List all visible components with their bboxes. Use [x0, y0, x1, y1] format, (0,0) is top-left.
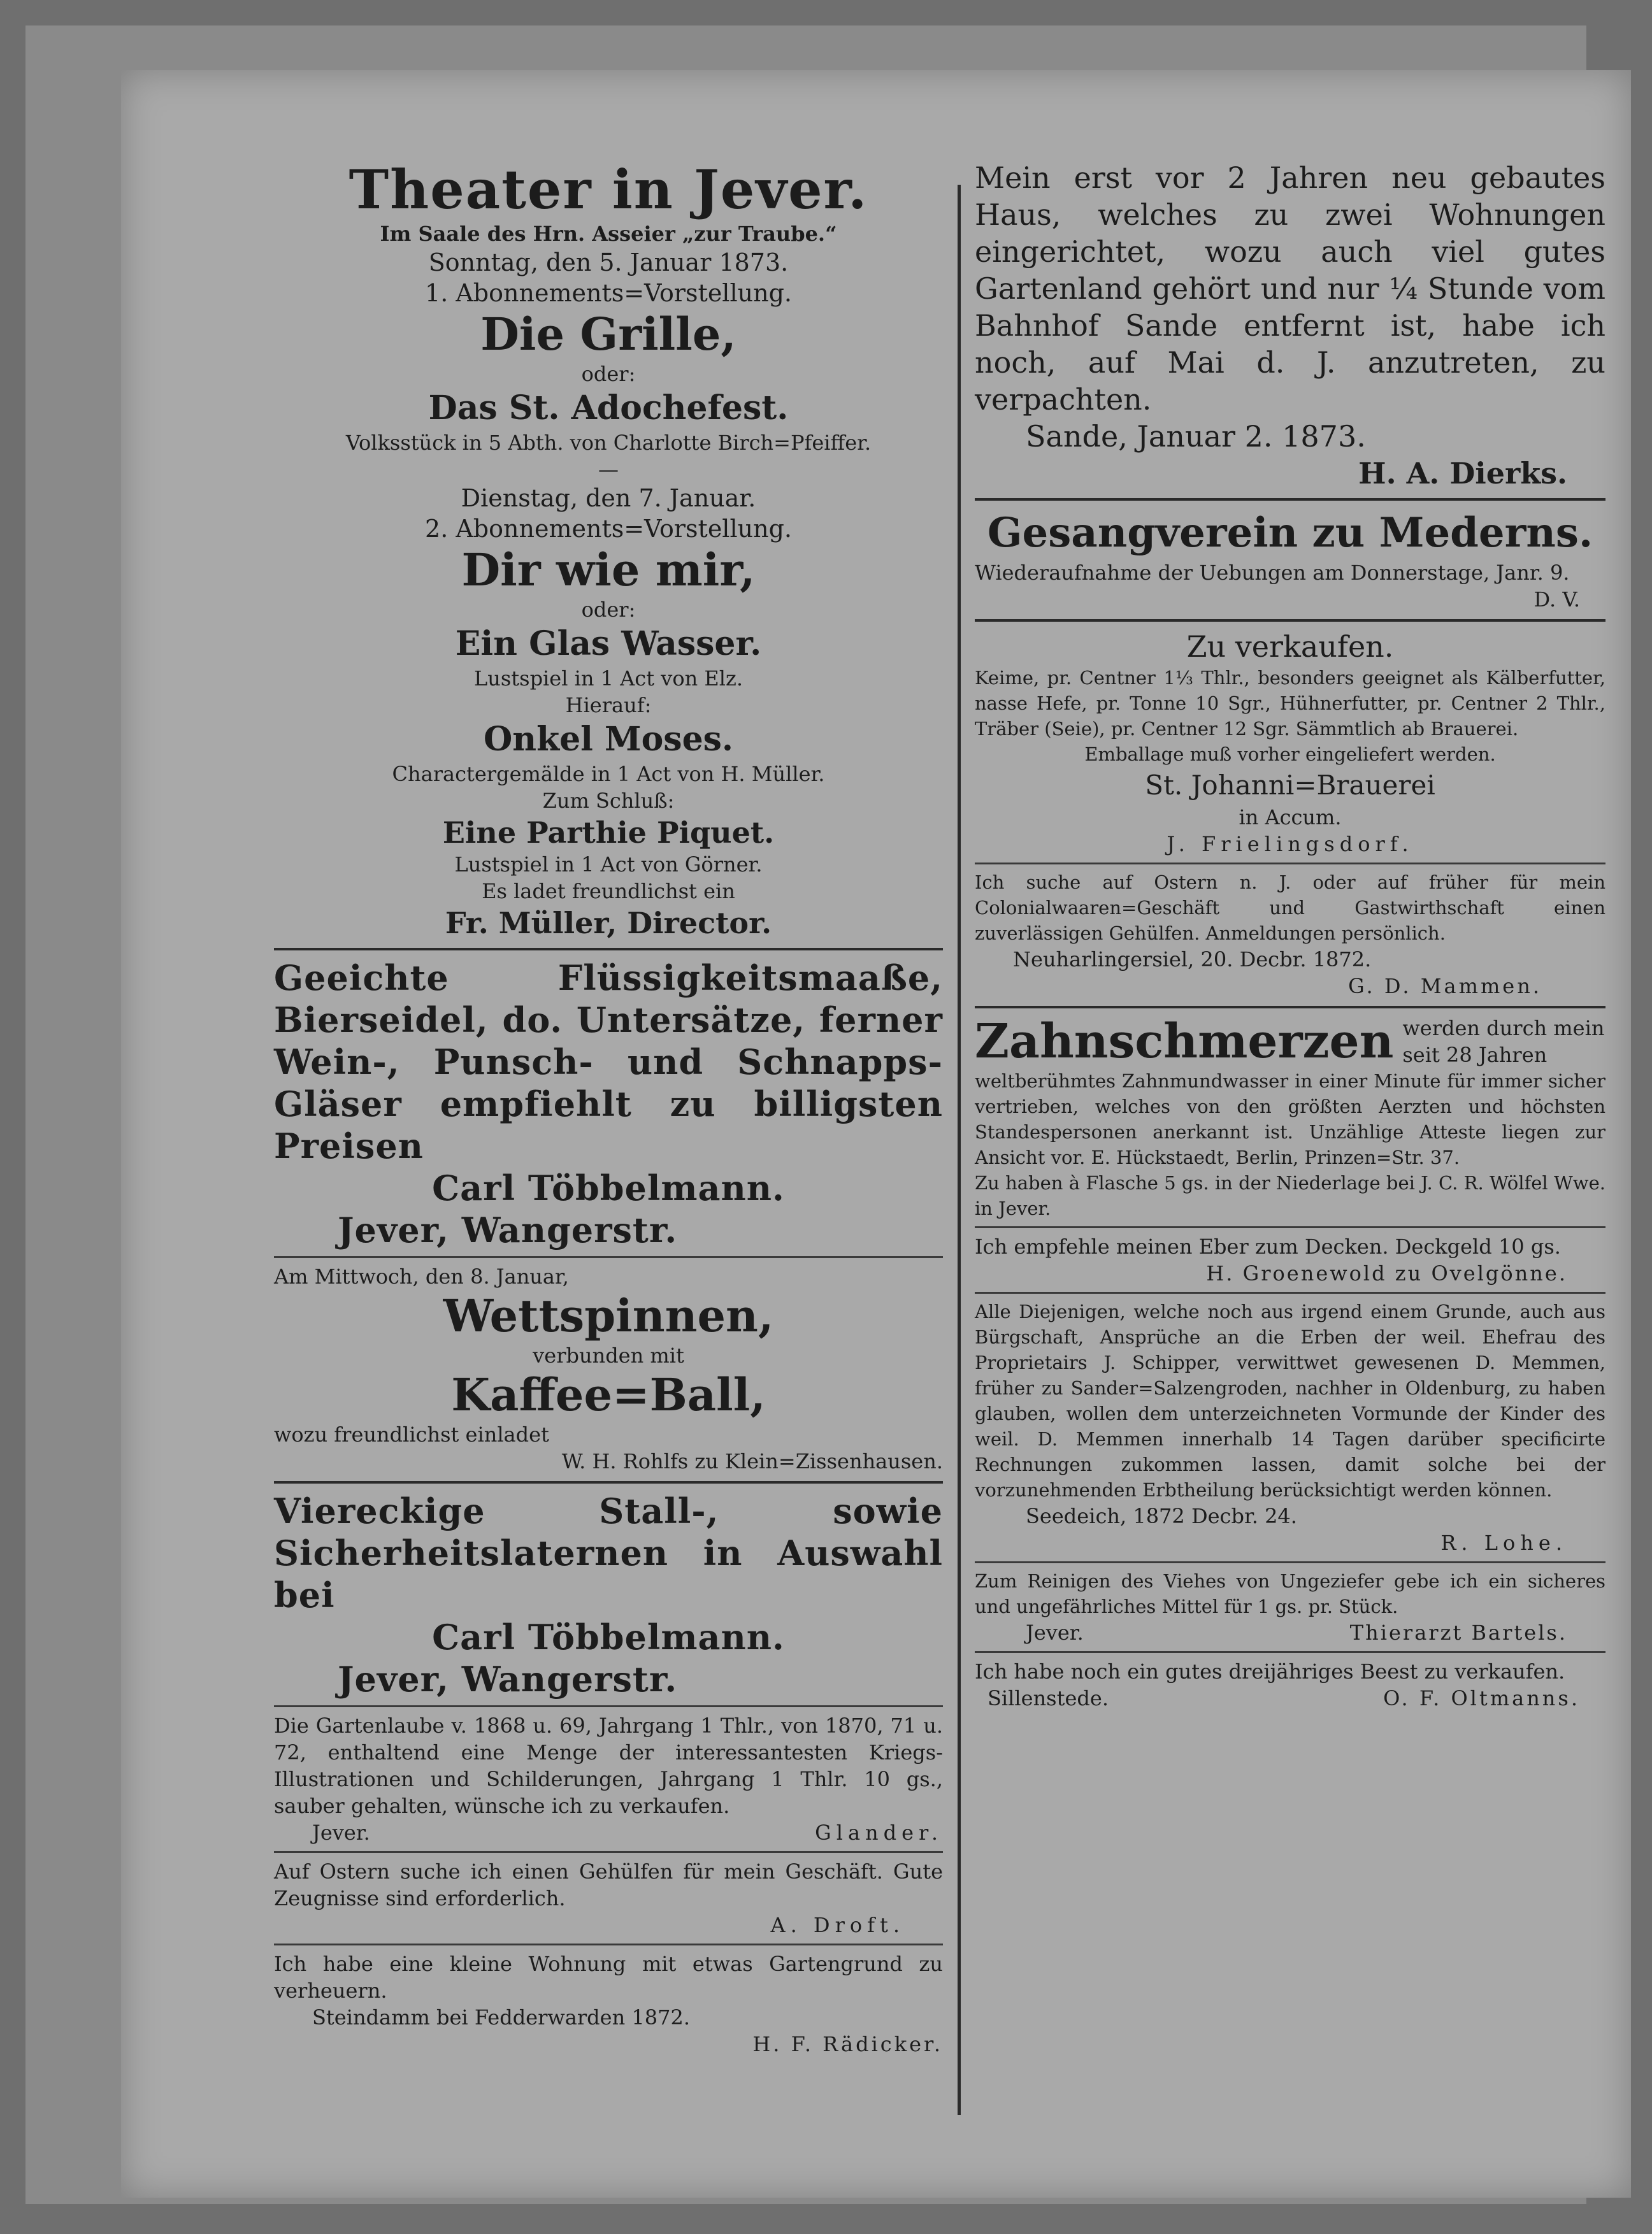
ad-place: Jever, Wangerstr. — [338, 1210, 678, 1250]
zum-schluss-label: Zum Schluß: — [542, 789, 675, 813]
ad-gesangverein — [975, 507, 1605, 613]
rule — [274, 1851, 943, 1853]
play-3-title: Onkel Moses. — [483, 720, 734, 759]
ad-title: Wettspinnen, — [443, 1289, 774, 1342]
ad-signature: D. V. — [1533, 587, 1580, 612]
ad-text: Geeichte Flüssigkeitsmaaße, Bierseidel, do. Untersätze, ferner Wein-, Punsch- und Schnapps-Gläser empfiehlt zu billigsten Preisen — [274, 957, 943, 1166]
play-1-oder: oder: — [581, 362, 636, 386]
ad-title: Zu verkaufen. — [1186, 629, 1394, 664]
ad-place: Jever, Wangerstr. — [338, 1659, 678, 1700]
ad-oltmanns — [975, 1658, 1605, 1712]
invite-line: Es ladet freundlichst ein — [482, 879, 735, 903]
ad-text: Zum Reinigen des Viehes von Ungeziefer gebe ich ein sicheres und ungefährliches Mittel für 1 gs. pr. Stück. — [975, 1570, 1605, 1617]
ad-date: Am Mittwoch, den 8. Januar, — [274, 1264, 569, 1289]
ad-text: Ich habe eine kleine Wohnung mit etwas Gartengrund zu verheuern. — [274, 1952, 943, 2003]
play-3-info: Charactergemälde in 1 Act von H. Müller. — [392, 762, 825, 786]
ad-title: Zahnschmerzen — [975, 1014, 1394, 1069]
ad-text: Wiederaufnahme der Uebungen am Donnerstage, Janr. 9. — [975, 561, 1570, 585]
ad-signature: J. Frielingsdorf. — [1167, 832, 1414, 856]
ad-title: Gesangverein zu Mederns. — [987, 509, 1593, 557]
play-4-info: Lustspiel in 1 Act von Görner. — [454, 852, 763, 877]
play-1-info: Volksstück in 5 Abth. von Charlotte Birch=Pfeiffer. — [345, 431, 872, 455]
ad-text: Keime, pr. Centner 1⅓ Thlr., besonders geeignet als Kälberfutter, nasse Hefe, pr. Tonne 10 Sgr., Hühnerfutter, pr. Centner 2 Thlr., Träber (Seie), pr. Centner 12 Sgr. Sämmtlich ab Brauerei. — [975, 667, 1605, 740]
ad-signature: R. Lohe. — [1440, 1531, 1567, 1555]
ad-signature: A. Droft. — [770, 1913, 905, 1937]
left-column — [274, 159, 943, 2058]
theater-title: Theater in Jever. — [348, 158, 868, 221]
play-2-info: Lustspiel in 1 Act von Elz. — [474, 666, 743, 691]
rule — [975, 1651, 1605, 1653]
rule — [975, 863, 1605, 864]
play-1-subtitle: Das St. Adochefest. — [428, 389, 789, 427]
ad-line: wozu freundlichst einladet — [274, 1422, 549, 1447]
ad-text: Viereckige Stall-, sowie Sicherheitslaternen in Auswahl bei — [274, 1491, 943, 1615]
ad-groenewold — [975, 1233, 1605, 1287]
ad-text: Ich habe noch ein gutes dreijähriges Beest zu verkaufen. — [975, 1659, 1565, 1684]
ad-place: Jever. — [1026, 1621, 1084, 1645]
ad-wettspinnen — [274, 1263, 943, 1475]
rule — [975, 498, 1605, 501]
rule — [975, 1006, 1605, 1008]
theater-date-2: Dienstag, den 7. Januar. — [461, 484, 756, 512]
theater-abo-1: 1. Abonnements=Vorstellung. — [425, 279, 792, 307]
ad-raedicker — [274, 1951, 943, 2058]
ad-signature: Thierarzt Bartels. — [1349, 1621, 1567, 1645]
rule — [975, 1561, 1605, 1563]
ad-text: Ich suche auf Ostern n. J. oder auf früher für mein Colonialwaaren=Geschäft und Gastwirthschaft einen zuverlässigen Gehülfen. Anmeldungen persönlich. — [975, 871, 1605, 944]
ad-signature: H. Groenewold zu Ovelgönne. — [1206, 1261, 1567, 1285]
ad-note: Emballage muß vorher eingeliefert werden. — [1084, 743, 1496, 765]
ad-gartenlaube — [274, 1712, 943, 1846]
ad-lohe — [975, 1299, 1605, 1556]
ad-place: Steindamm bei Fedderwarden 1872. — [312, 2005, 690, 2030]
play-1-title: Die Grille, — [480, 308, 736, 361]
ad-toebelmann-1 — [274, 957, 943, 1251]
ad-title-2: Kaffee=Ball, — [451, 1368, 766, 1421]
ad-place: Sande, Januar 2. 1873. — [1026, 419, 1366, 454]
ad-dierks — [975, 159, 1605, 492]
ad-signature: W. H. Rohlfs zu Klein=Zissenhausen. — [561, 1449, 943, 1473]
ad-text: Ich empfehle meinen Eber zum Decken. Deckgeld 10 gs. — [975, 1235, 1561, 1259]
theater-date-1: Sonntag, den 5. Januar 1873. — [428, 248, 789, 276]
ad-droft — [274, 1858, 943, 1938]
rule — [975, 619, 1605, 622]
ad-place: Jever. — [312, 1821, 370, 1845]
ad-name: St. Johanni=Brauerei — [1145, 770, 1435, 801]
ad-toebelmann-2 — [274, 1490, 943, 1700]
ad-signature: H. F. Rädicker. — [752, 2032, 943, 2056]
right-column — [975, 159, 1605, 1712]
ad-bartels — [975, 1568, 1605, 1646]
ad-brauerei — [975, 628, 1605, 857]
rule — [274, 1481, 943, 1484]
theater-ad — [274, 159, 943, 942]
ad-text-2: Zu haben à Flasche 5 gs. in der Niederlage bei J. C. R. Wölfel Wwe. in Jever. — [975, 1172, 1605, 1219]
ad-signature: O. F. Oltmanns. — [1383, 1686, 1580, 1710]
theater-venue: Im Saale des Hrn. Asseier „zur Traube.“ — [380, 222, 837, 246]
ad-place: in Accum. — [1239, 805, 1342, 829]
rule — [274, 1256, 943, 1258]
ad-zahnschmerzen — [975, 1015, 1605, 1221]
ad-signature: Glander. — [815, 1821, 943, 1845]
ad-place: Neuharlingersiel, 20. Decbr. 1872. — [1013, 947, 1372, 971]
play-2-title: Dir wie mir, — [461, 543, 756, 596]
ad-text: Mein erst vor 2 Jahren neu gebautes Haus, welches zu zwei Wohnungen eingerichtet, wozu auch viel gutes Gartenland gehört und nur ¼ Stunde vom Bahnhof Sande entfernt ist, habe ich noch, auf Mai d. J. anzutreten, zu verpachten. — [975, 161, 1605, 417]
ad-place: Sillenstede. — [988, 1686, 1109, 1710]
rule — [274, 948, 943, 950]
ad-text: Alle Diejenigen, welche noch aus irgend einem Grunde, auch aus Bürgschaft, Ansprüche an die Erben der weil. Ehefrau des Proprietairs J. Schipper, verwittwet gewesenen D. Memmen, früher zu Sander=Salzengroden, nachher in Oldenburg, zu haben glauben, wollen dem unterzeichneten Vormunde der Kinder des weil. D. Memmen innerhalb 14 Tagen darüber specificirte Rechnungen zukommen lassen, damit solche bei der vorzunehmenden Erbtheilung berücksichtigt werden können. — [975, 1301, 1605, 1501]
ad-signature: H. A. Dierks. — [1358, 456, 1567, 490]
ad-text: weltberühmtes Zahnmundwasser in einer Minute für immer sicher vertrieben, welches von den größten Aerzten und höchsten Standespersonen anerkannt ist. Unzählige Atteste liegen zur Ansicht vor. E. Hückstaedt, Berlin, Prinzen=Str. 37. — [975, 1070, 1605, 1168]
separator-dash: — — [598, 457, 619, 482]
ad-side-text: werden durch mein seit 28 Jahren — [1402, 1016, 1605, 1067]
ad-mammen — [975, 870, 1605, 999]
hierauf-label: Hierauf: — [565, 693, 652, 717]
ad-name: Carl Többelmann. — [432, 1617, 785, 1658]
rule — [975, 1226, 1605, 1228]
play-4-title: Eine Parthie Piquet. — [442, 815, 775, 850]
ad-text: Auf Ostern suche ich einen Gehülfen für mein Geschäft. Gute Zeugnisse sind erforderlich. — [274, 1859, 943, 1910]
ad-name: Carl Többelmann. — [432, 1168, 785, 1208]
rule — [274, 1944, 943, 1945]
theater-abo-2: 2. Abonnements=Vorstellung. — [425, 515, 792, 543]
ad-line: verbunden mit — [533, 1343, 684, 1368]
ad-signature: G. D. Mammen. — [1348, 974, 1542, 998]
director-signature: Fr. Müller, Director. — [445, 906, 772, 940]
rule — [274, 1705, 943, 1707]
ad-place: Seedeich, 1872 Decbr. 24. — [1026, 1504, 1297, 1528]
column-divider — [958, 185, 961, 2115]
play-2-oder: oder: — [581, 598, 636, 622]
rule — [975, 1292, 1605, 1294]
ad-text: Die Gartenlaube v. 1868 u. 69, Jahrgang 1 Thlr., von 1870, 71 u. 72, enthaltend eine Menge der interessantesten Kriegs-Illustrationen und Schilderungen, Jahrgang 1 Thlr. 10 gs., sauber gehalten, wünsche ich zu verkaufen. — [274, 1714, 943, 1818]
play-2-subtitle: Ein Glas Wasser. — [455, 624, 762, 663]
